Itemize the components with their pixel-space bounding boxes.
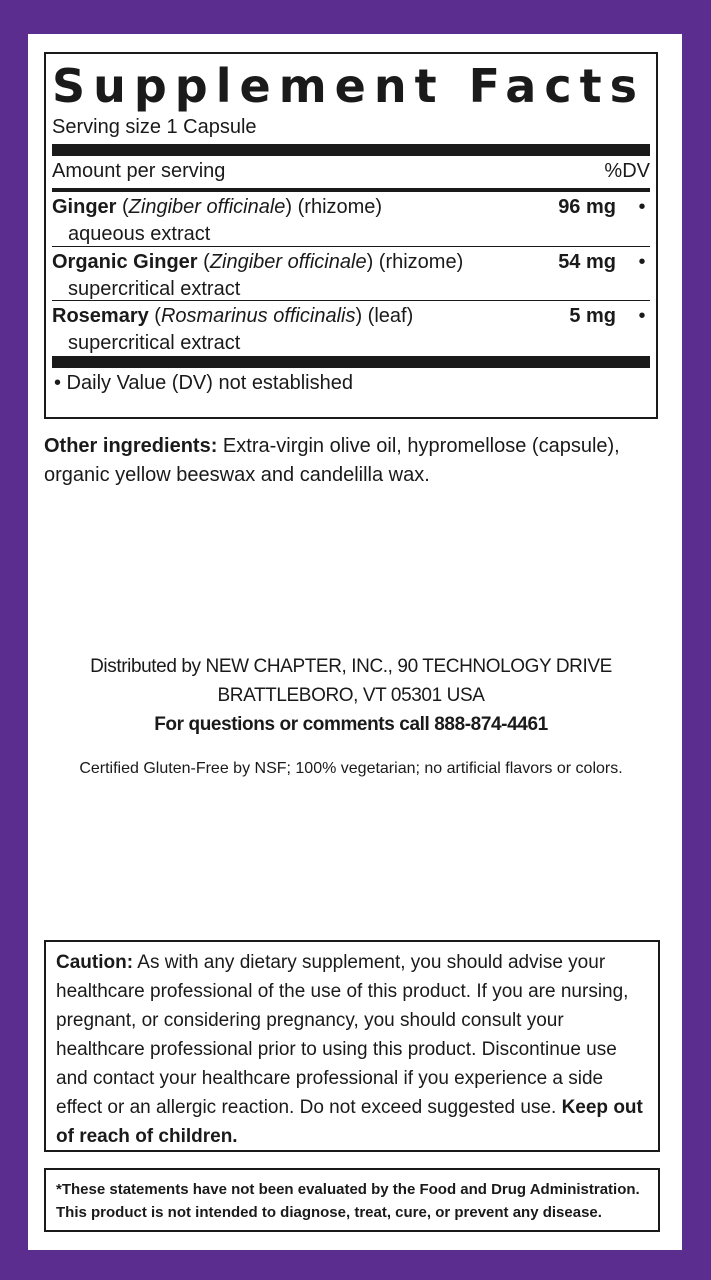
ingredient-row (52, 246, 650, 300)
fda-disclaimer-box (44, 1168, 660, 1232)
distributor-line2: BRATTLEBORO, VT 05301 USA (217, 685, 485, 706)
dv-footnote: • Daily Value (DV) not established (54, 372, 353, 394)
dv-header: %DV (604, 160, 650, 182)
ingredient-name-cell: Ginger (Zingiber officinale) (rhizome) aqueous extract (52, 194, 546, 244)
ingredient-row (52, 300, 650, 354)
thick-divider (52, 356, 650, 368)
ingredient-extract: supercritical extract (68, 332, 241, 354)
keep-out-of-reach: Keep out of reach of children. (56, 1097, 643, 1147)
serving-size: Serving size 1 Capsule (52, 116, 257, 138)
ingredient-name: Ginger (52, 196, 117, 218)
ingredient-latin: Rosmarinus officinalis (160, 305, 356, 327)
certification-text: Certified Gluten-Free by NSF; 100% vegetarian; no artificial flavors or colors. (79, 760, 623, 777)
caution-label: Caution: (56, 952, 134, 973)
contact-line: For questions or comments call 888-874-4461 (154, 714, 548, 735)
amount-header-row (52, 156, 650, 188)
thick-divider (52, 144, 650, 156)
ingredient-extract: aqueous extract (68, 223, 211, 245)
caution-box (44, 940, 660, 1152)
distributor-info (44, 652, 658, 739)
ingredient-name-cell: Organic Ginger (Zingiber officinale) (rhizome) supercritical extract (52, 249, 546, 298)
ingredient-name-cell: Rosemary (Rosmarinus officinalis) (leaf) supercritical extract (52, 303, 546, 352)
distributor-line1: Distributed by NEW CHAPTER, INC., 90 TECHNOLOGY DRIVE (90, 656, 612, 677)
facts-title: Supplement Facts (52, 59, 645, 113)
ingredient-extract: supercritical extract (68, 278, 241, 300)
ingredient-latin: Zingiber officinale (209, 251, 367, 273)
other-ingredients-label: Other ingredients: (44, 435, 218, 457)
supplement-facts-box (44, 52, 658, 419)
ingredient-part: (rhizome) (378, 251, 464, 273)
ingredient-amount: 54 mg (558, 251, 616, 273)
other-ingredients (44, 432, 664, 490)
ingredient-amount: 5 mg (569, 305, 616, 327)
ingredient-part: (leaf) (367, 305, 414, 327)
ingredient-dv: • (638, 251, 646, 273)
ingredient-dv: • (638, 196, 646, 218)
ingredient-part: (rhizome) (297, 196, 383, 218)
fda-disclaimer: *These statements have not been evaluated by the Food and Drug Administration. This product is not intended to diagnose, treat, cure, or prevent any disease. (56, 1181, 640, 1221)
other-ingredients-text: Extra-virgin olive oil, hypromellose (capsule), organic yellow beeswax and candelilla wax. (44, 435, 620, 486)
ingredient-name: Organic Ginger (52, 251, 198, 273)
ingredient-name: Rosemary (52, 305, 149, 327)
ingredient-list (52, 192, 650, 354)
ingredient-latin: Zingiber officinale (128, 196, 286, 218)
amount-per-serving: Amount per serving (52, 160, 226, 182)
ingredient-row (52, 192, 650, 246)
ingredient-amount: 96 mg (558, 196, 616, 218)
ingredient-dv: • (638, 305, 646, 327)
caution-text: As with any dietary supplement, you should advise your healthcare professional of the use of this product. If you are nursing, pregnant, or considering pregnancy, you should consult your healthcare professional prior to using this product. Discontinue use and contact your healthcare professional if you experience a side effect or an allergic reaction. Do not exceed suggested use. (56, 952, 629, 1118)
